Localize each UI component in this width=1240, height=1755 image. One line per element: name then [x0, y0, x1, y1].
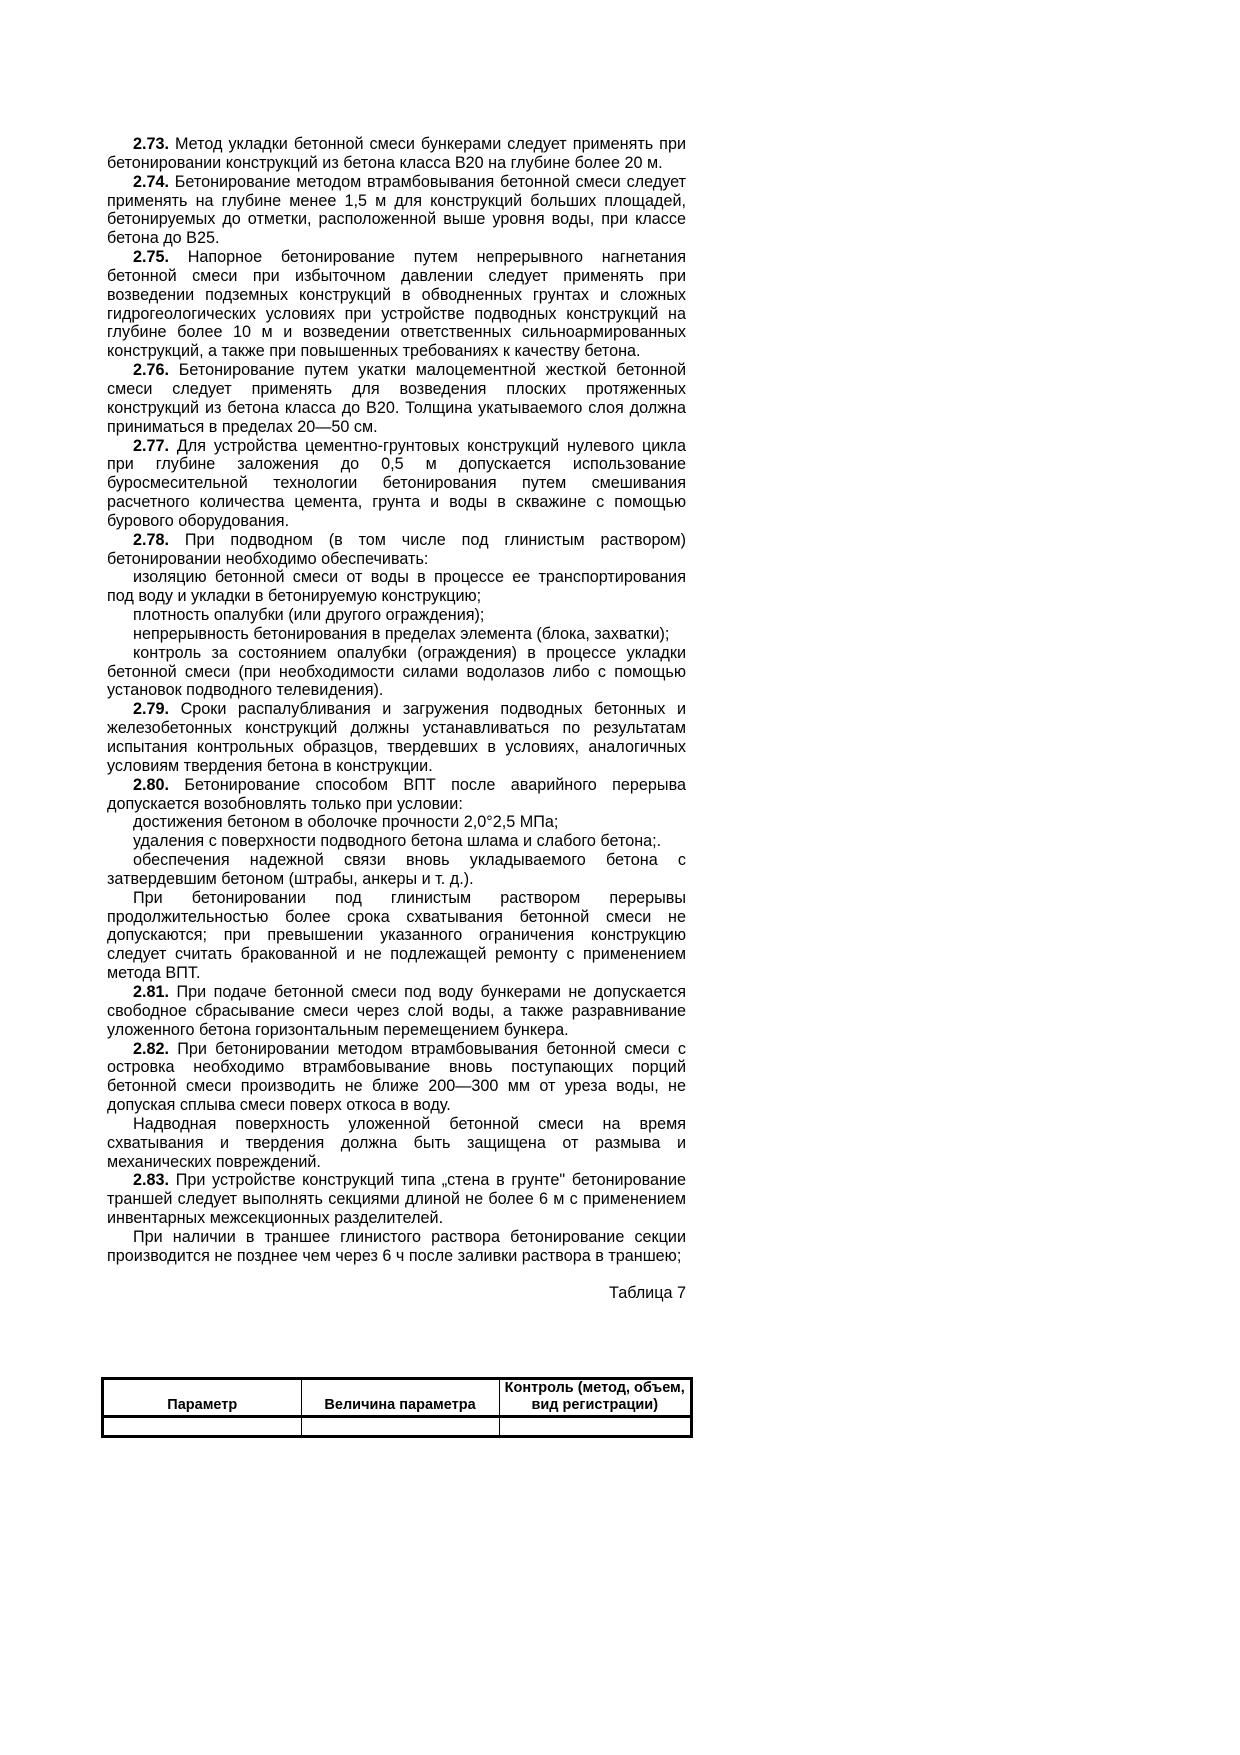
paragraph-text: плотность опалубки (или другого ограждения); [133, 606, 485, 625]
paragraph-text: При наличии в траншее глинистого раствора бетонирование секции производится не позднее чем через 6 ч после заливки раствора в траншею; [107, 1227, 686, 1265]
paragraph-2-79 [107, 700, 686, 775]
paragraph-2-80 [107, 776, 686, 814]
clause-number: 2.80. [133, 775, 170, 794]
paragraph-trench-slurry [107, 1228, 686, 1266]
paragraph-text: При бетонировании под глинистым раствором перерывы продолжительностью более срока схватывания бетонной смеси не допускаются; при превышении указанного ограничения конструкцию следует считать бракованной и не подлежащей ремонту с применением метода ВПТ. [107, 888, 686, 983]
list-item-formwork-control [107, 644, 686, 701]
paragraph-text: Бетонирование способом ВПТ после аварийного перерыва допускается возобновлять только при условии: [107, 775, 686, 813]
column-header-value: Величина параметра [301, 1379, 499, 1417]
table-cell [301, 1417, 499, 1437]
paragraph-text: При подводном (в том числе под глинистым раствором) бетонировании необходимо обеспечивать: [107, 530, 686, 568]
paragraph-2-75 [107, 248, 686, 361]
list-item-continuity [107, 625, 686, 644]
paragraph-text: контроль за состоянием опалубки (ограждения) в процессе укладки бетонной смеси (при необходимости силами водолазов либо с помощью установок подводного телевидения). [107, 643, 686, 700]
clause-number: 2.78. [133, 530, 170, 549]
paragraph-2-81 [107, 983, 686, 1040]
table-7 [101, 1377, 693, 1438]
paragraph-text: обеспечения надежной связи вновь укладываемого бетона с затвердевшим бетоном (штрабы, анкеры и т. д.). [107, 851, 686, 888]
table-cell [103, 1417, 302, 1437]
paragraph-2-78 [107, 531, 686, 569]
paragraph-2-82 [107, 1040, 686, 1115]
paragraph-text: Напорное бетонирование путем непрерывного нагнетания бетонной смеси при избыточном давлении следует применять при возведении подземных конструкций в обводненных грунтах и сложных гидрогеологических условиях при устройстве подводных конструкций на глубине более 10 м и возведении ответственных сильноармированных конструкций, а также при повышенных требованиях к качеству бетона. [107, 248, 686, 361]
clause-number: 2.77. [133, 436, 170, 455]
document-page [107, 135, 686, 1303]
list-item-bonding [107, 851, 686, 889]
paragraph-2-76 [107, 361, 686, 436]
paragraph-text: Метод укладки бетонной смеси бункерами следует применять при бетонировании конструкций из бетона класса В20 на глубине более 20 м. [107, 135, 686, 172]
clause-number: 2.76. [133, 361, 170, 380]
table-row [103, 1417, 692, 1437]
paragraph-text: При устройстве конструкций типа „стена в грунте" бетонирование траншей следует выполнять секциями длиной не более 6 м с применением инвентарных межсекционных разделителей. [107, 1171, 686, 1228]
clause-number: 2.83. [133, 1171, 170, 1190]
paragraph-text: При подаче бетонной смеси под воду бункерами не допускается свободное сбрасывание смеси через слой воды, а также разравнивание уложенного бетона горизонтальным перемещением бункера. [107, 982, 686, 1039]
column-header-parameter: Параметр [103, 1379, 302, 1417]
clause-number: 2.81. [133, 982, 170, 1001]
paragraph-text: изоляцию бетонной смеси от воды в процессе ее транспортирования под воду и укладки в бетонируемую конструкцию; [107, 568, 686, 606]
paragraph-2-74 [107, 173, 686, 248]
table-cell [499, 1417, 692, 1437]
clause-number: 2.73. [133, 135, 170, 153]
column-header-control: Контроль (метод, объем, вид регистрации) [499, 1379, 692, 1417]
list-item-sludge-removal [107, 832, 686, 851]
clause-number: 2.82. [133, 1039, 170, 1058]
paragraph-text: непрерывность бетонирования в пределах элемента (блока, захватки); [133, 624, 670, 643]
list-item-formwork-density [107, 606, 686, 625]
paragraph-2-77 [107, 437, 686, 531]
list-item-strength [107, 813, 686, 832]
paragraph-text: достижения бетоном в оболочке прочности 2,0°2,5 МПа; [133, 813, 559, 832]
paragraph-text: Бетонирование путем укатки малоцементной жесткой бетонной смеси следует применять для возведения плоских протяженных конструкций из бетона класса до В20. Толщина укатываемого слоя должна приниматься в пределах 20—50 см. [107, 361, 686, 436]
paragraph-2-73 [107, 135, 686, 173]
paragraph-text: Для устройства цементно-грунтовых конструкций нулевого цикла при глубине заложения до 0,5 м допускается использование буросмесительной технологии бетонирования путем смешивания расчетного количества цемента, грунта и воды в скважине с помощью бурового оборудования. [107, 436, 686, 530]
paragraph-2-83 [107, 1171, 686, 1228]
paragraph-text: Надводная поверхность уложенной бетонной смеси на время схватывания и твердения должна быть защищена от размыва и механических повреждений. [107, 1114, 686, 1171]
clause-number: 2.75. [133, 248, 170, 267]
clause-number: 2.74. [133, 172, 170, 191]
paragraph-clay-slurry [107, 889, 686, 983]
paragraph-surface-protection [107, 1115, 686, 1172]
table-caption: Таблица 7 [609, 1283, 686, 1302]
table-header-row [103, 1379, 692, 1417]
paragraph-text: При бетонировании методом втрамбовывания бетонной смеси с островка необходимо втрамбовывание вновь поступающих порций бетонной смеси производить не ближе 200—300 мм от уреза воды, не допуская сплыва смеси поверх откоса в воду. [107, 1039, 686, 1115]
list-item-isolation [107, 568, 686, 606]
paragraph-text: Бетонирование методом втрамбовывания бетонной смеси следует применять на глубине менее 1,5 м для конструкций больших площадей, бетонируемых до отметки, расположенной выше уровня воды, при классе бетона до В25. [107, 172, 686, 248]
paragraph-text: Сроки распалубливания и загружения подводных бетонных и железобетонных конструкций должны устанавливаться по результатам испытания контрольных образцов, твердевших в условиях, аналогичных условиям твердения бетона в конструкции. [107, 700, 686, 775]
clause-number: 2.79. [133, 700, 170, 719]
paragraph-text: удаления с поверхности подводного бетона шлама и слабого бетона;. [133, 832, 662, 851]
